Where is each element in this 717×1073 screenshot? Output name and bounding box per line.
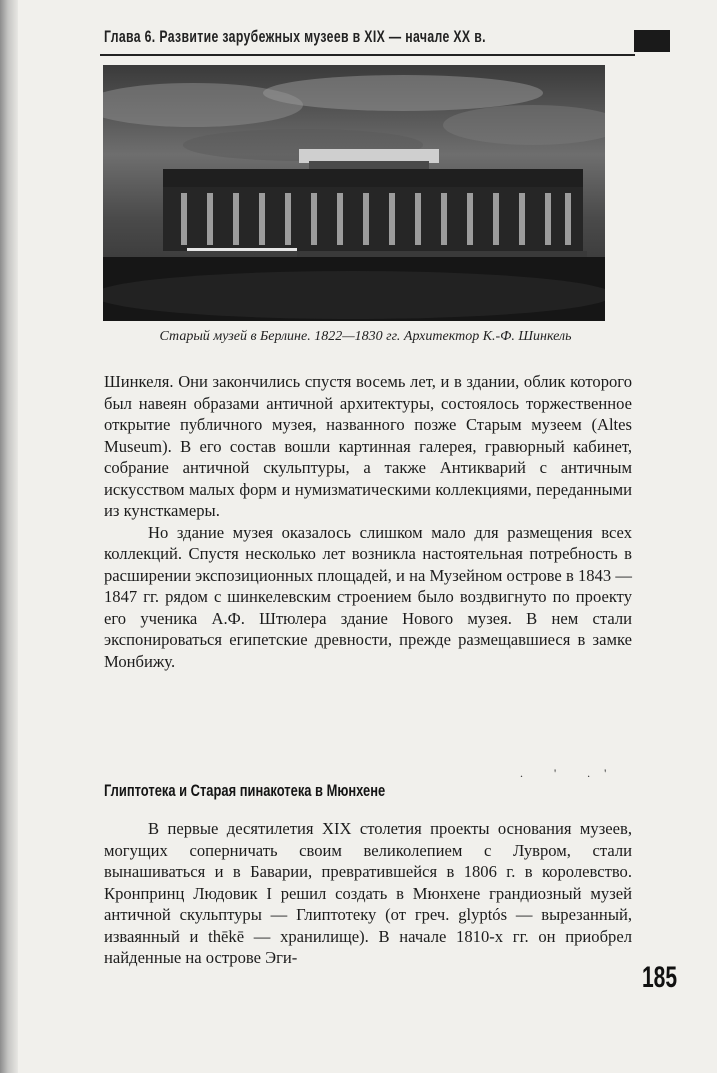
stray-print-marks: . ' .' [520,766,621,780]
section-heading: Глиптотека и Старая пинакотека в Мюнхене [104,781,386,800]
running-head [100,24,635,56]
altes-museum-image [103,65,605,321]
running-head-text: Глава 6. Развитие зарубежных музеев в XIX — начале XX в. [104,27,486,46]
photo-caption: Старый музей в Берлине. 1822—1830 гг. Архитектор К.-Ф. Шинкель [159,329,572,344]
text-block-bottom [104,818,632,969]
book-binding-shadow [0,0,18,1073]
paragraph: В первые десятилетия XIX столетия проекты основания музеев, могущих соперничать своим великолепием с Лувром, стали вынашиваться и в Баварии, превратившейся в 1806 г. в королевство. Кронпринц Людовик I решил создать в Мюнхене грандиозный музей античной скульптуры — Глиптотеку (от греч. glyptós — вырезанный, изваянный и thēkē — хранилище). В начале 1810-х гг. он приобрел найденные на острове Эги- [104,819,632,967]
page-number: 185 [642,961,678,994]
paragraph: Шинкеля. Они закончились спустя восемь лет, и в здании, облик которого был навеян образами античной архитектуры, состоялось торжественное открытие публичного музея, названного позже Старым музеем (Altes Museum). В его состав вошли картинная галерея, гравюрный кабинет, собрание античной скульптуры, а также Антикварий с античным искусством малых форм и нумизматическими коллекциями, переданными из кунсткамеры. [104,372,632,520]
running-head-block [634,30,670,52]
text-block-top [104,371,632,672]
museum-photo [103,65,605,321]
paragraph: Но здание музея оказалось слишком мало для размещения всех коллекций. Спустя несколько лет возникла настоятельная потребность в расширении экспозиционных площадей, и на Музейном острове в 1843 — 1847 гг. рядом с шинкелевским строением было воздвигнуто по проекту его ученика А.Ф. Штюлера здание Нового музея. В нем стали экспонироваться египетские древности, прежде размещавшиеся в замке Монбижу. [104,522,632,671]
